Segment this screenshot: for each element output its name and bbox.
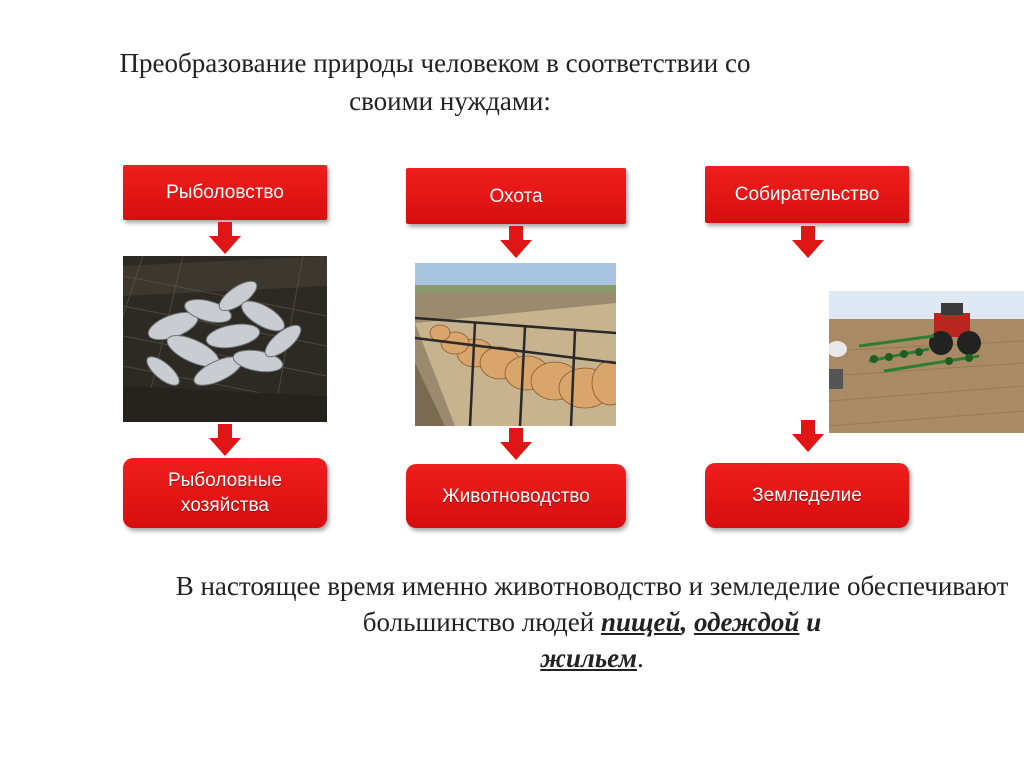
clothing-word: одеждой	[693, 607, 800, 637]
fish-farms-label-line2: хозяйства	[181, 495, 269, 516]
fish-farms-label-line1: Рыболовные	[167, 470, 283, 491]
housing-word: жильем	[540, 643, 637, 673]
period: .	[636, 643, 644, 673]
down-arrow-icon	[499, 226, 533, 260]
food-word: пищей	[600, 607, 681, 637]
gathering-box	[705, 166, 909, 223]
and-word: и	[799, 607, 822, 637]
slide-title-line2: своими нуждами:	[349, 86, 551, 116]
fish-in-net-photo	[123, 256, 327, 422]
conclusion-part1: В настоящее время именно животноводство и земледелие обеспечивают большинство людей	[175, 571, 1009, 637]
fishing-box	[123, 165, 327, 220]
conclusion-text	[140, 568, 1024, 676]
down-arrow-icon	[499, 428, 533, 462]
down-arrow-icon	[791, 226, 825, 260]
fish-farms-box	[123, 458, 327, 528]
down-arrow-icon	[208, 424, 242, 458]
tractor-field-photo	[829, 291, 1024, 433]
hunting-box	[406, 168, 626, 224]
comma-separator: ,	[680, 607, 694, 637]
livestock-label: Животноводство	[442, 485, 590, 507]
livestock-box	[406, 464, 626, 528]
agriculture-box	[705, 463, 909, 528]
fishing-label: Рыболовство	[166, 182, 284, 203]
slide-title-line1: Преобразование природы человеком в соответствии со	[119, 48, 751, 78]
hunting-label: Охота	[489, 185, 543, 207]
slide-title	[0, 44, 870, 120]
agriculture-label: Земледелие	[752, 485, 862, 506]
down-arrow-icon	[208, 222, 242, 256]
gathering-label: Собирательство	[734, 184, 880, 205]
down-arrow-icon	[791, 420, 825, 454]
cattle-feedlot-photo	[415, 263, 616, 426]
